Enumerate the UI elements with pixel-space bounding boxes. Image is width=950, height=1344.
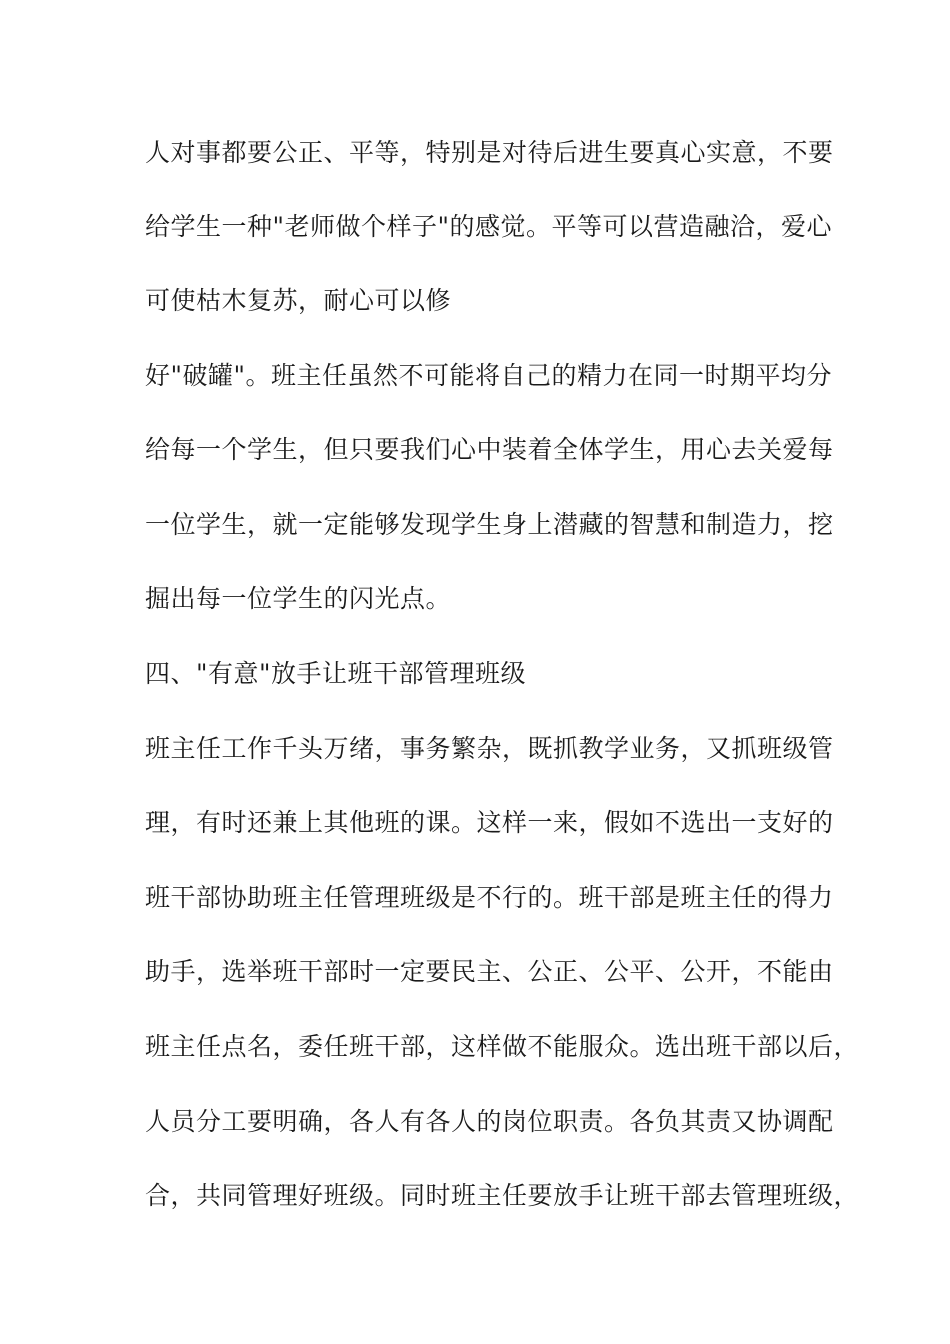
paragraph-line: 给学生一种"老师做个样子"的感觉。平等可以营造融洽，爱心 — [145, 212, 833, 241]
paragraph-line: 一位学生，就一定能够发现学生身上潜藏的智慧和制造力，挖 — [145, 510, 834, 539]
paragraph-line: 合，共同管理好班级。同时班主任要放手让班干部去管理班级， — [145, 1181, 860, 1210]
section-heading: 四、"有意"放手让班干部管理班级 — [145, 659, 526, 688]
paragraph-line: 理，有时还兼上其他班的课。这样一来，假如不选出一支好的 — [145, 808, 834, 837]
paragraph-line: 班主任工作千头万绪，事务繁杂，既抓教学业务，又抓班级管 — [145, 734, 834, 763]
paragraph-line: 可使枯木复苏，耐心可以修 — [145, 286, 452, 315]
paragraph-line: 班主任点名，委任班干部，这样做不能服众。选出班干部以后， — [145, 1032, 860, 1061]
paragraph-line: 掘出每一位学生的闪光点。 — [145, 584, 452, 613]
paragraph-line: 给每一个学生，但只要我们心中装着全体学生，用心去关爱每 — [145, 435, 834, 464]
paragraph-line: 好"破罐"。班主任虽然不可能将自己的精力在同一时期平均分 — [145, 361, 833, 390]
paragraph-line: 人对事都要公正、平等，特别是对待后进生要真心实意，不要 — [145, 138, 834, 167]
paragraph-line: 班干部协助班主任管理班级是不行的。班干部是班主任的得力 — [145, 883, 834, 912]
paragraph-line: 人员分工要明确，各人有各人的岗位职责。各负其责又协调配 — [145, 1107, 834, 1136]
paragraph-line: 助手，选举班干部时一定要民主、公正、公平、公开，不能由 — [145, 957, 834, 986]
